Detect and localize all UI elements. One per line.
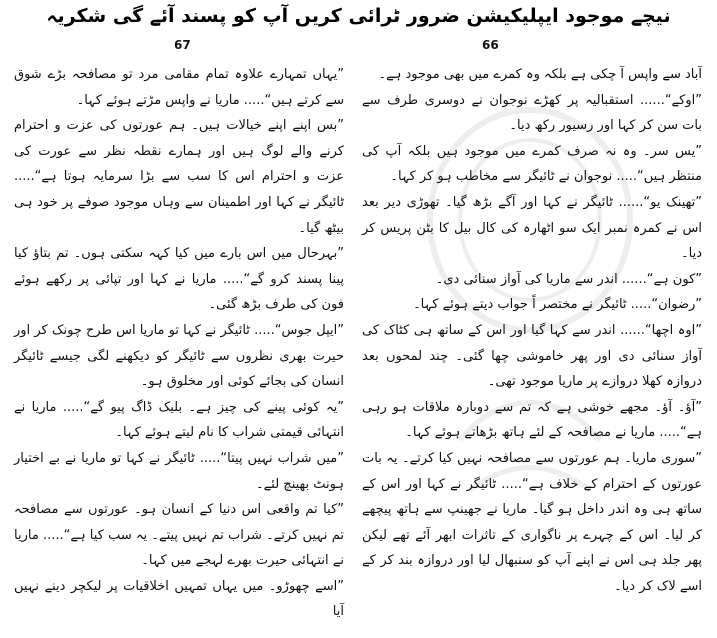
paragraph: ”بہرحال میں اس بارے میں کیا کہہ سکتی ہوں۔ تم بتاؤ کیا پینا پسند کرو گے“..... ماریا نے کہا اور تپائی پر رکھے ہوئے فون کی طرف بڑھ گئی۔: [14, 246, 344, 313]
paragraph: ”سوری ماریا۔ ہم عورتوں سے مصافحہ نہیں کیا کرتے۔ یہ بات عورتوں کے احترام کے خلاف ہے“..... ٹائیگر نے کہا اور اس کے ساتھ ہی وہ اندر داخل ہو گیا۔ ماریا نے جھینپ سے ہاتھ پیچھے کر لیا۔ اس کے چہرے پر ناگواری کے تاثرات ابھر آئے تھے لیکن پھر جلد ہی اس نے اپنے آپ کو سنبھال لیا اور دروازہ بند کر کے اسے لاک کر دیا۔: [362, 450, 702, 594]
promo-banner: نیچے موجود ایپلیکیشن ضرور ٹرائی کریں آپ کو پسند آئے گی شکریہ: [46, 5, 671, 27]
page-number-right: 66: [482, 38, 499, 52]
paragraph: ”یہ کوئی پینے کی چیز ہے۔ بلیک ڈاگ پیو گے“..... ماریا نے انتہائی قیمتی شراب کا نام لیتے ہوئے کہا۔: [14, 399, 344, 441]
right-page-text: [362, 62, 702, 599]
paragraph: ”تھینک یو“...... ٹائیگر نے کہا اور آگے بڑھ گیا۔ تھوڑی دیر بعد اس نے کمرہ نمبر ایک سو اٹھارہ کی کال بیل کا بٹن پریس کر دیا۔: [362, 194, 702, 262]
paragraph: ”رضوان“..... ٹائیگر نے مختصر اً جواب دیتے ہوئے کہا۔: [413, 297, 702, 313]
paragraph: ”کیا تم واقعی اس دنیا کے انسان ہو۔ عورتوں سے مصافحہ تم نہیں کرتے۔ شراب تم نہیں پیتے۔ یہ سب کیا ہے“..... ماریا نے انتہائی حیرت بھرے لہجے میں کہا۔: [14, 502, 344, 569]
paragraph: ”اوکے“...... استقبالیہ پر کھڑے نوجوان نے دوسری طرف سے بات سن کر کہا اور رسیور رکھ دیا۔: [362, 92, 702, 134]
paragraph: ”کون ہے“...... اندر سے ماریا کی آواز سنائی دی۔: [435, 271, 702, 287]
paragraph: ”یس سر۔ وہ نہ صرف کمرے میں موجود ہیں بلکہ آپ کی منتظر ہیں“..... نوجوان نے ٹائیگر سے مخاطب ہو کر کہا۔: [362, 143, 702, 185]
paragraph: ”ایپل جوس“..... ٹائیگر نے کہا تو ماریا اس طرح چونک کر اور حیرت بھری نظروں سے ٹائیگر کو دیکھنے لگی جیسے ٹائیگر انسان کی بجائے کوئی اور مخلوق ہو۔: [14, 322, 344, 390]
paragraph: آباد سے واپس آ چکی ہے بلکہ وہ کمرے میں بھی موجود ہے۔: [378, 67, 702, 82]
paragraph: ”اسے چھوڑو۔ میں یہاں تمہیں اخلاقیات پر لیکچر دینے نہیں آیا: [14, 578, 344, 620]
left-page-text: [14, 62, 344, 625]
paragraph: ”یہاں تمہارے علاوہ تمام مقامی مرد تو مصافحہ بڑے شوق سے کرتے ہیں“..... ماریا نے واپس مڑتے ہوئے کہا۔: [14, 67, 344, 108]
paragraph: ”بس اپنے اپنے خیالات ہیں۔ ہم عورتوں کی عزت و احترام کرنے والے لوگ ہیں اور ہمارے نقطہ نظر سے عورت کی عزت و احترام اس کا سب سے بڑا سرمایہ ہوتا ہے“..... ٹائیگر نے کہا اور اطمینان سے وہاں موجود صوفے پر خود ہی بیٹھ گیا۔: [14, 118, 344, 236]
paragraph: ”آؤ۔ آؤ۔ مجھے خوشی ہے کہ تم سے دوبارہ ملاقات ہو رہی ہے“..... ماریا نے مصافحہ کے لئے ہاتھ بڑھاتے ہوئے کہا۔: [362, 399, 702, 441]
page-number-left: 67: [174, 38, 191, 52]
paragraph: ”میں شراب نہیں پیتا“..... ٹائیگر نے کہا تو ماریا نے بے اختیار ہونٹ بھینچ لئے۔: [14, 450, 344, 492]
paragraph: ”اوہ اچھا“...... اندر سے کہا گیا اور اس کے ساتھ ہی کٹاک کی آواز سنائی دی اور پھر خاموشی چھا گئی۔ چند لمحوں بعد دروازہ کھلا دروازے پر ماریا موجود تھی۔: [362, 322, 702, 390]
